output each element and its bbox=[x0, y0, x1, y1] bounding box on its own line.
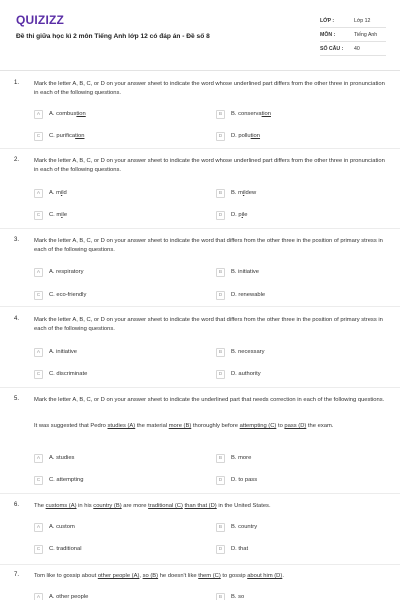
option-a[interactable] bbox=[34, 267, 83, 277]
option-c[interactable] bbox=[34, 131, 84, 141]
option-c[interactable] bbox=[34, 290, 86, 300]
option-letter-box: C bbox=[34, 291, 43, 300]
option-label: A. respiratory bbox=[49, 269, 84, 275]
option-label: B. more bbox=[231, 455, 252, 461]
option-letter-box: C bbox=[34, 476, 43, 485]
option-letter-box: D bbox=[216, 291, 225, 300]
option-letter-box: A bbox=[34, 593, 43, 600]
option-label: C. eco-friendly bbox=[49, 292, 87, 298]
option-letter-box: B bbox=[216, 189, 225, 198]
option-label: A. mild bbox=[49, 190, 67, 196]
header bbox=[0, 0, 400, 66]
question-text: Mark the letter A, B, C, or D on your answer sheet to indicate the word that differs from the other three in the position of primary stress in each of the following questions. bbox=[34, 317, 383, 333]
question-text: Mark the letter A, B, C, or D on your answer sheet to indicate the word that differs from the other three in the position of primary stress in each of the following questions. bbox=[34, 238, 383, 254]
option-d[interactable] bbox=[216, 544, 248, 554]
option-c[interactable] bbox=[34, 369, 87, 379]
question-separator bbox=[0, 306, 400, 307]
option-label: C. purification bbox=[49, 133, 85, 139]
option-a[interactable] bbox=[34, 522, 75, 532]
option-c[interactable] bbox=[34, 210, 67, 220]
option-label: C. traditional bbox=[49, 546, 82, 552]
option-d[interactable] bbox=[216, 369, 261, 379]
option-letter-box: C bbox=[34, 545, 43, 554]
option-label: D. to pass bbox=[231, 477, 258, 483]
option-b[interactable] bbox=[216, 188, 256, 198]
option-letter-box: D bbox=[216, 476, 225, 485]
meta-value: Lớp 12 bbox=[354, 17, 371, 24]
option-letter-box: B bbox=[216, 523, 225, 532]
question-text: Tom like to gossip about other people (A), so (B) he doesn't like them (C) to gossip about him (D). bbox=[34, 573, 284, 579]
option-label: A. combustion bbox=[49, 111, 86, 117]
option-letter-box: C bbox=[34, 370, 43, 379]
option-label: C. attempting bbox=[49, 477, 84, 483]
question-separator bbox=[0, 148, 400, 149]
option-d[interactable] bbox=[216, 131, 260, 141]
question-separator bbox=[0, 493, 400, 494]
option-c[interactable] bbox=[34, 475, 83, 485]
option-label: B. necessary bbox=[231, 349, 265, 355]
option-label: A. custom bbox=[49, 524, 75, 530]
option-a[interactable] bbox=[34, 109, 86, 119]
option-a[interactable] bbox=[34, 453, 74, 463]
option-letter-box: A bbox=[34, 268, 43, 277]
question-text: The customs (A) in his country (B) are more traditional (C) than that (D) in the United States. bbox=[34, 503, 271, 509]
option-a[interactable] bbox=[34, 347, 77, 357]
option-b[interactable] bbox=[216, 592, 244, 600]
question-separator bbox=[0, 387, 400, 388]
document-title: Đề thi giữa học kì 2 môn Tiếng Anh lớp 12 có đáp án - Đề số 8 bbox=[16, 33, 210, 40]
option-letter-box: A bbox=[34, 348, 43, 357]
option-letter-box: B bbox=[216, 110, 225, 119]
question-text: Mark the letter A, B, C, or D on your answer sheet to indicate the word whose underlined part differs from the other three in pronunciation in each of the following questions. bbox=[34, 81, 385, 97]
option-d[interactable] bbox=[216, 290, 265, 300]
option-label: A. other people bbox=[49, 594, 89, 600]
option-letter-box: A bbox=[34, 189, 43, 198]
option-label: B. conservation bbox=[231, 111, 271, 117]
option-label: A. studies bbox=[49, 455, 75, 461]
option-label: B. mildew bbox=[231, 190, 257, 196]
option-label: B. initiative bbox=[231, 269, 260, 275]
option-label: D. renewable bbox=[231, 292, 266, 298]
option-letter-box: A bbox=[34, 110, 43, 119]
meta-row-subject bbox=[320, 28, 386, 42]
header-divider bbox=[0, 70, 400, 71]
option-label: B. country bbox=[231, 524, 258, 530]
option-label: D. pile bbox=[231, 212, 248, 218]
option-label: D. pollution bbox=[231, 133, 261, 139]
option-letter-box: D bbox=[216, 211, 225, 220]
meta-key: LỚP : bbox=[320, 17, 335, 24]
question-number: 7. bbox=[14, 572, 20, 578]
option-b[interactable] bbox=[216, 347, 265, 357]
option-b[interactable] bbox=[216, 267, 259, 277]
question-number: 6. bbox=[14, 502, 20, 508]
meta-value: Tiếng Anh bbox=[354, 31, 378, 38]
option-b[interactable] bbox=[216, 522, 257, 532]
meta-key: SỐ CÂU : bbox=[320, 45, 344, 52]
question-sentence: It was suggested that Pedro studies (A) the material more (B) thoroughly before attempting (C) to pass (D) the exam. bbox=[34, 423, 334, 429]
option-label: D. that bbox=[231, 546, 249, 552]
option-letter-box: B bbox=[216, 268, 225, 277]
option-letter-box: A bbox=[34, 523, 43, 532]
option-label: D. authority bbox=[231, 371, 261, 377]
option-d[interactable] bbox=[216, 210, 247, 220]
option-letter-box: A bbox=[34, 454, 43, 463]
option-b[interactable] bbox=[216, 453, 251, 463]
option-c[interactable] bbox=[34, 544, 82, 554]
option-label: B. so bbox=[231, 594, 245, 600]
option-label: C. mile bbox=[49, 212, 68, 218]
option-d[interactable] bbox=[216, 475, 257, 485]
option-letter-box: D bbox=[216, 132, 225, 141]
option-letter-box: C bbox=[34, 211, 43, 220]
meta-key: MÔN : bbox=[320, 31, 336, 38]
question-number: 4. bbox=[14, 316, 20, 322]
meta-row-grade bbox=[320, 14, 386, 28]
question-text: Mark the letter A, B, C, or D on your answer sheet to indicate the word whose underlined part differs from the other three in pronunciation in each of the following questions. bbox=[34, 158, 385, 174]
option-letter-box: B bbox=[216, 348, 225, 357]
option-a[interactable] bbox=[34, 188, 67, 198]
question-number: 1. bbox=[14, 80, 20, 86]
meta-value: 40 bbox=[354, 45, 360, 52]
option-letter-box: D bbox=[216, 370, 225, 379]
option-letter-box: B bbox=[216, 593, 225, 600]
question-separator bbox=[0, 228, 400, 229]
question-number: 2. bbox=[14, 157, 20, 163]
meta-row-count bbox=[320, 42, 386, 56]
question-separator bbox=[0, 564, 400, 565]
quizizz-logo[interactable]: QUIZIZZ bbox=[16, 13, 65, 27]
option-letter-box: C bbox=[34, 132, 43, 141]
option-b[interactable] bbox=[216, 109, 271, 119]
option-label: C. discriminate bbox=[49, 371, 88, 377]
option-letter-box: D bbox=[216, 545, 225, 554]
option-letter-box: B bbox=[216, 454, 225, 463]
meta-table bbox=[320, 14, 386, 56]
question-text: Mark the letter A, B, C, or D on your answer sheet to indicate the underlined part that needs correction in each of the following questions. bbox=[34, 397, 385, 403]
question-number: 3. bbox=[14, 237, 20, 243]
option-a[interactable] bbox=[34, 592, 88, 600]
question-number: 5. bbox=[14, 396, 20, 402]
option-label: A. initiative bbox=[49, 349, 78, 355]
